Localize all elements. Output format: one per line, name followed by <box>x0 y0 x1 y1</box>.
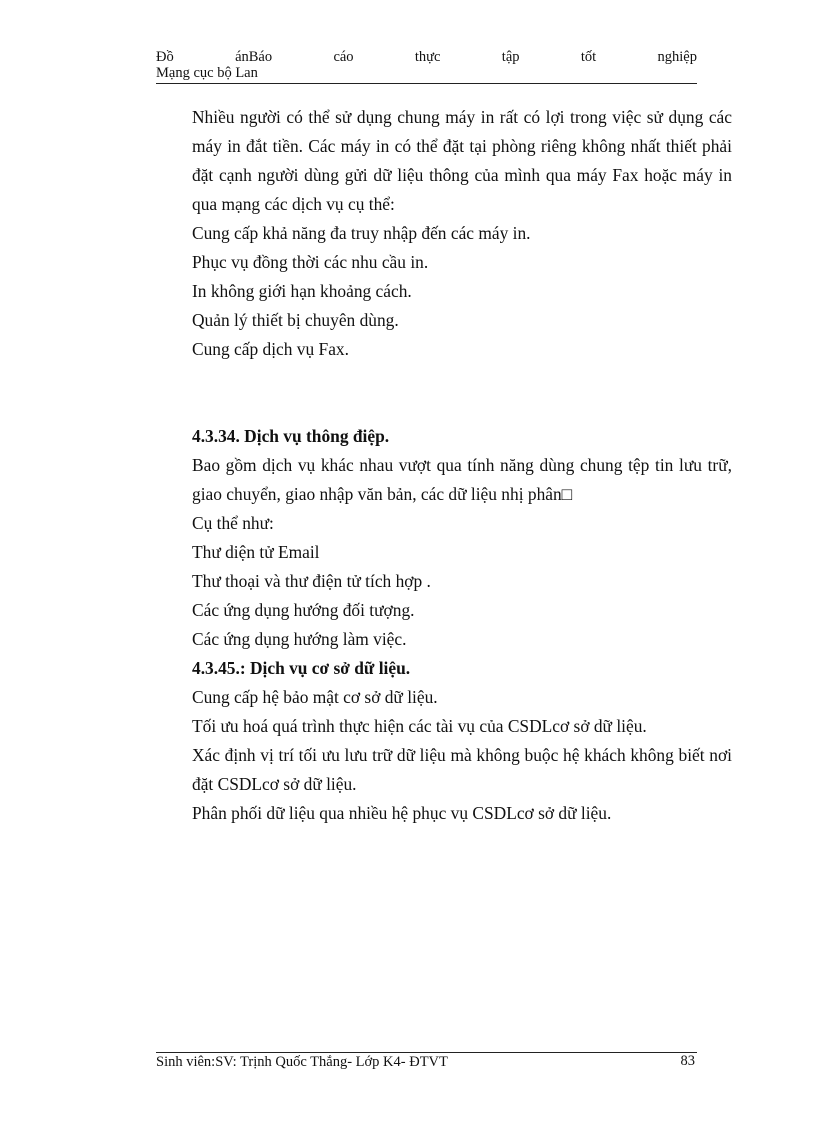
header-title <box>156 49 697 65</box>
list-item: Cụ thể như: <box>192 513 274 533</box>
list-item: Phục vụ đồng thời các nhu cầu in. <box>192 252 429 272</box>
header-word: thực <box>414 49 441 65</box>
list-item: Các ứng dụng hướng làm việc. <box>192 629 407 649</box>
paragraph-messaging: Bao gồm dịch vụ khác nhau vượt qua tính năng dùng chung tệp tin lưu trữ, giao chuyển, giao nhập văn bản, các dữ liệu nhị phân□ <box>192 455 732 504</box>
list-item: Cung cấp khả năng đa truy nhập đến các máy in. <box>192 223 531 243</box>
list-item: Thư thoại và thư điện tử tích hợp . <box>192 571 431 591</box>
header-word: tập <box>501 49 520 65</box>
page-number: 83 <box>680 1053 695 1069</box>
header-word: cáo <box>333 49 354 65</box>
list-item: Quản lý thiết bị chuyên dùng. <box>192 310 399 330</box>
section-spacer <box>144 364 732 422</box>
header-subtitle: Mạng cục bộ Lan <box>156 65 258 81</box>
list-item: Tối ưu hoá quá trình thực hiện các tài vụ của CSDLcơ sở dữ liệu. <box>192 716 647 736</box>
page-footer <box>156 1052 697 1070</box>
list-item: Thư diện tử Email <box>192 542 320 562</box>
list-item: Các ứng dụng hướng đối tượng. <box>192 600 415 620</box>
header-word: Đồ <box>156 49 174 65</box>
header-word: ánBáo <box>235 49 273 65</box>
section-heading-messaging: 4.3.34. Dịch vụ thông điệp. <box>192 426 390 446</box>
paragraph-printer-sharing: Nhiều người có thể sử dụng chung máy in rất có lợi trong việc sử dụng các máy in đắt tiền. Các máy in có thể đặt tại phòng riêng không nhất thiết phải đặt cạnh người dùng gửi dữ liệu thông của mình qua máy Fax hoặc máy in qua mạng các dịch vụ cụ thể: <box>192 107 732 214</box>
header-word: nghiệp <box>657 49 697 65</box>
document-body <box>144 103 732 828</box>
list-item: Cung cấp hệ bảo mật cơ sở dữ liệu. <box>192 687 438 707</box>
header-word: tốt <box>580 49 597 65</box>
list-item: Cung cấp dịch vụ Fax. <box>192 339 349 359</box>
section-heading-database: 4.3.45.: Dịch vụ cơ sở dữ liệu. <box>192 658 411 678</box>
page-header <box>156 49 697 84</box>
footer-author: Sinh viên:SV: Trịnh Quốc Thắng- Lớp K4- ĐTVT <box>156 1054 448 1070</box>
list-item: Phân phối dữ liệu qua nhiều hệ phục vụ CSDLcơ sở dữ liệu. <box>192 803 612 823</box>
list-item: In không giới hạn khoảng cách. <box>192 281 412 301</box>
paragraph-database-location: Xác định vị trí tối ưu lưu trữ dữ liệu mà không buộc hệ khách không biết nơi đặt CSDLcơ sở dữ liệu. <box>192 745 732 794</box>
